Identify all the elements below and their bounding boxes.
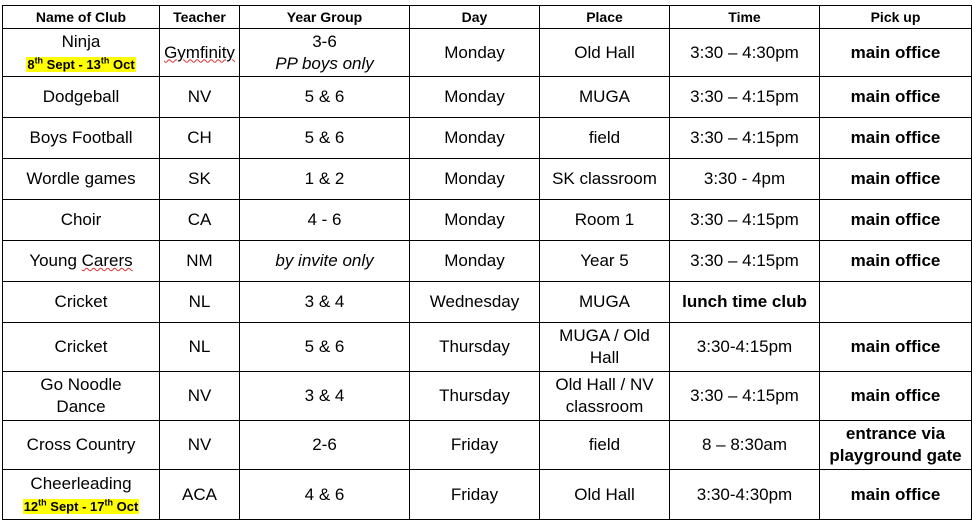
- table-row: [3, 421, 972, 470]
- teacher-cell: ACA: [160, 470, 240, 520]
- header-club: Name of Club: [3, 6, 160, 29]
- year-group-cell: by invite only: [240, 241, 410, 282]
- time-cell: 3:30 – 4:15pm: [670, 200, 820, 241]
- year-group-cell: [240, 29, 410, 77]
- place-line: classroom: [565, 397, 644, 416]
- teacher-cell: CH: [160, 118, 240, 159]
- table-row: [3, 323, 972, 372]
- club-name-cell: Boys Football: [3, 118, 160, 159]
- place-cell: MUGA: [540, 282, 670, 323]
- header-pickup: Pick up: [820, 6, 972, 29]
- place-cell: [540, 323, 670, 372]
- teacher-cell: NL: [160, 323, 240, 372]
- year-group-cell: 5 & 6: [240, 77, 410, 118]
- day-cell: Monday: [410, 29, 540, 77]
- year-group: 3-6: [312, 31, 337, 51]
- header-day: Day: [410, 6, 540, 29]
- time-cell: 3:30 – 4:15pm: [670, 118, 820, 159]
- day-cell: Thursday: [410, 323, 540, 372]
- teacher-cell: CA: [160, 200, 240, 241]
- pickup-line: playground gate: [829, 446, 962, 465]
- place-line: Old Hall / NV: [555, 375, 654, 394]
- club-name-cell: Wordle games: [3, 159, 160, 200]
- teacher-cell: NV: [160, 421, 240, 470]
- year-group-cell: 5 & 6: [240, 118, 410, 159]
- club-name-line: Go Noodle: [40, 375, 122, 394]
- club-dates-highlight: 8th Sept - 13th Oct: [27, 55, 135, 72]
- place-cell: field: [540, 118, 670, 159]
- day-cell: Monday: [410, 241, 540, 282]
- pickup-cell: main office: [820, 470, 972, 520]
- pickup-cell: main office: [820, 159, 972, 200]
- teacher-cell: NM: [160, 241, 240, 282]
- table-row: [3, 470, 972, 520]
- day-cell: Monday: [410, 159, 540, 200]
- teacher-cell: NL: [160, 282, 240, 323]
- time-cell: 3:30 – 4:15pm: [670, 372, 820, 421]
- club-name-cell: [3, 470, 160, 520]
- table-row: [3, 200, 972, 241]
- day-cell: Monday: [410, 200, 540, 241]
- place-cell: SK classroom: [540, 159, 670, 200]
- table-row: [3, 29, 972, 77]
- place-cell: Room 1: [540, 200, 670, 241]
- day-cell: Wednesday: [410, 282, 540, 323]
- club-name-cell: Dodgeball: [3, 77, 160, 118]
- day-cell: Friday: [410, 470, 540, 520]
- day-cell: Friday: [410, 421, 540, 470]
- place-cell: [540, 372, 670, 421]
- header-place: Place: [540, 6, 670, 29]
- pickup-cell: main office: [820, 372, 972, 421]
- club-name-cell: Choir: [3, 200, 160, 241]
- time-cell: 3:30-4:15pm: [670, 323, 820, 372]
- time-cell: 3:30 – 4:30pm: [670, 29, 820, 77]
- table-row: [3, 77, 972, 118]
- club-name-part: Young: [29, 251, 82, 270]
- time-cell: 3:30-4:30pm: [670, 470, 820, 520]
- time-cell: 3:30 - 4pm: [670, 159, 820, 200]
- header-year-group: Year Group: [240, 6, 410, 29]
- day-cell: Monday: [410, 77, 540, 118]
- club-name: Cheerleading: [30, 473, 132, 493]
- place-cell: MUGA: [540, 77, 670, 118]
- year-group-cell: 5 & 6: [240, 323, 410, 372]
- header-teacher: Teacher: [160, 6, 240, 29]
- table-row: [3, 282, 972, 323]
- place-line: MUGA / Old: [559, 326, 650, 345]
- pickup-cell: main office: [820, 77, 972, 118]
- teacher: Gymfinity: [164, 42, 235, 62]
- club-name-line: Dance: [56, 397, 106, 416]
- day-cell: Monday: [410, 118, 540, 159]
- teacher-cell: SK: [160, 159, 240, 200]
- year-group-cell: 4 & 6: [240, 470, 410, 520]
- club-name-cell: [3, 372, 160, 421]
- year-group-note: PP boys only: [275, 53, 374, 73]
- pickup-cell: main office: [820, 29, 972, 77]
- pickup-line: entrance via: [845, 424, 946, 443]
- year-group-cell: 1 & 2: [240, 159, 410, 200]
- time-cell: lunch time club: [670, 282, 820, 323]
- clubs-table: [2, 5, 972, 520]
- year-group-cell: 4 - 6: [240, 200, 410, 241]
- pickup-cell: main office: [820, 323, 972, 372]
- header-row: [3, 6, 972, 29]
- table-row: [3, 159, 972, 200]
- place-cell: Old Hall: [540, 470, 670, 520]
- place-line: Hall: [589, 348, 620, 367]
- club-name-cell: Cricket: [3, 323, 160, 372]
- place-cell: Old Hall: [540, 29, 670, 77]
- club-name-cell: [3, 29, 160, 77]
- table-row: [3, 241, 972, 282]
- table-row: [3, 118, 972, 159]
- club-name-cell: [3, 241, 160, 282]
- pickup-cell: main office: [820, 118, 972, 159]
- pickup-cell: main office: [820, 200, 972, 241]
- year-group-cell: 2-6: [240, 421, 410, 470]
- club-name-cell: Cross Country: [3, 421, 160, 470]
- pickup-cell: [820, 421, 972, 470]
- club-name: Ninja: [61, 31, 101, 51]
- club-name-part: Carers: [81, 251, 133, 270]
- teacher-cell: NV: [160, 77, 240, 118]
- pickup-cell: [820, 282, 972, 323]
- pickup-cell: main office: [820, 241, 972, 282]
- year-group-cell: 3 & 4: [240, 282, 410, 323]
- place-cell: Year 5: [540, 241, 670, 282]
- time-cell: 3:30 – 4:15pm: [670, 77, 820, 118]
- teacher-cell: [160, 29, 240, 77]
- header-time: Time: [670, 6, 820, 29]
- place-cell: field: [540, 421, 670, 470]
- club-dates-highlight: 12th Sept - 17th Oct: [23, 497, 139, 514]
- time-cell: 8 – 8:30am: [670, 421, 820, 470]
- year-group-cell: 3 & 4: [240, 372, 410, 421]
- time-cell: 3:30 – 4:15pm: [670, 241, 820, 282]
- day-cell: Thursday: [410, 372, 540, 421]
- club-name-cell: Cricket: [3, 282, 160, 323]
- table-row: [3, 372, 972, 421]
- teacher-cell: NV: [160, 372, 240, 421]
